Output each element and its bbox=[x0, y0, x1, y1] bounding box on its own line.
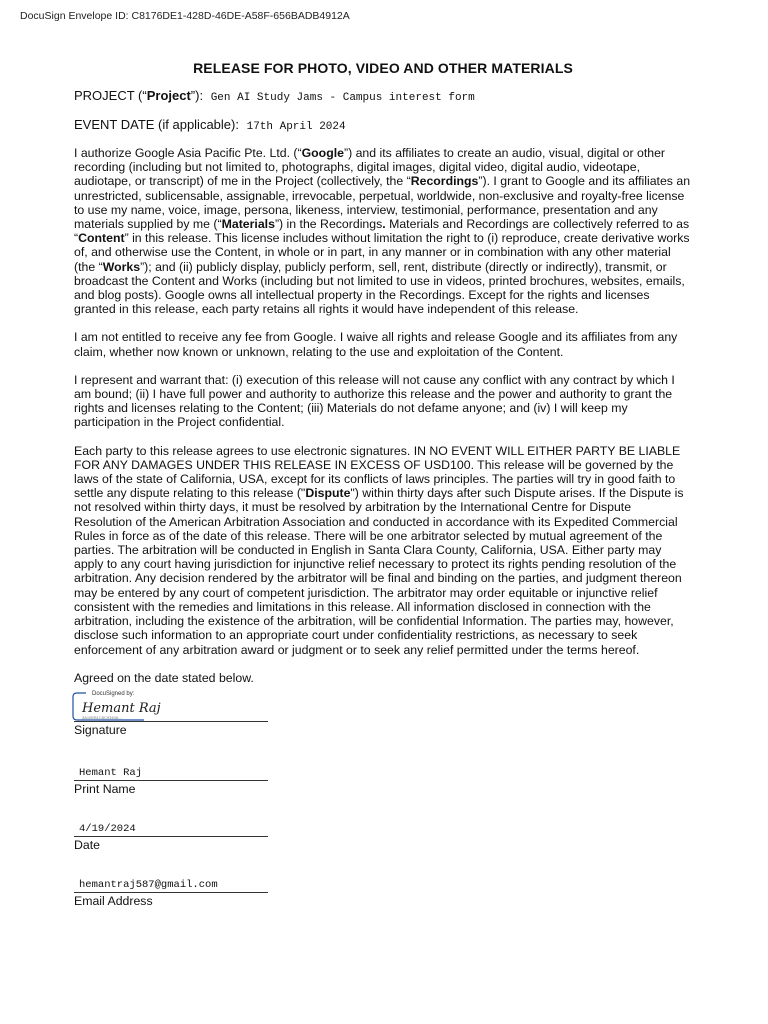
release-document bbox=[74, 58, 692, 908]
p1-works-term: Works bbox=[102, 259, 141, 274]
print-name-line bbox=[74, 780, 268, 781]
project-label-bold: Project bbox=[146, 88, 191, 103]
p1-text-i: Materials and Recordings are collectively referred to as “ bbox=[74, 217, 690, 246]
p4-text-a: Each party to this release agrees to use electronic signatures. IN NO EVENT WILL EITHER PARTY BE LIABLE FOR ANY DAMAGES UNDER THIS RELEASE IN EXCESS OF USD100. This release will be governed by the laws of the state of California, USA, except for its conflicts of laws principles. The parties will try in good faith to settle any dispute relating to this release (" bbox=[74, 443, 681, 501]
paragraph-license bbox=[74, 146, 692, 316]
date-label: Date bbox=[74, 837, 100, 852]
email-label: Email Address bbox=[74, 893, 153, 908]
project-label-pre: PROJECT (“ bbox=[74, 88, 147, 103]
docusign-id: 3A10EB1C8C9340A... bbox=[82, 714, 122, 720]
signature-image: Hemant Raj bbox=[82, 700, 161, 716]
p1-period: . bbox=[382, 217, 386, 232]
p1-recordings-term: Recordings bbox=[410, 174, 479, 189]
p1-text-m: ”); and (ii) publicly display, publicly perform, sell, rent, distribute (directly or indirectly), transmit, or broadcast the Content and Works (including but not limited to use in videos, printed brochures, websites, emails, and blog posts). Google owns all intellectual property in the Recordings. Except for the rights and licenses granted in this release, each party retains all rights it would have independent of this release. bbox=[74, 259, 685, 317]
project-value: Gen AI Study Jams - Campus interest form bbox=[210, 92, 475, 104]
email-value: hemantraj587@gmail.com bbox=[79, 878, 218, 891]
event-date-value: 17th April 2024 bbox=[246, 121, 346, 133]
print-name-label: Print Name bbox=[74, 781, 136, 796]
docusigned-by-label: DocuSigned by: bbox=[92, 690, 135, 697]
print-name-block bbox=[74, 767, 268, 796]
p1-text-k: ” in this release. This license includes without limitation the right to (i) reproduce, create derivative works of, and otherwise use the Content, in whole or in part, in any manner or in combination with any other material (the “ bbox=[74, 231, 690, 274]
p1-google-term: Google bbox=[301, 146, 344, 160]
signature-label: Signature bbox=[74, 722, 127, 737]
p1-content-term: Content bbox=[78, 231, 125, 246]
project-label-post: ”): bbox=[190, 88, 204, 103]
email-line bbox=[74, 892, 268, 893]
p1-text-a: I authorize Google Asia Pacific Pte. Ltd. (“ bbox=[74, 146, 302, 160]
p1-text-c: ”) and its affiliates to create an audio, visual, digital or other recording (including but not limited to, photographs, digital images, digital video, digital audio, videotape, audiotape, or transcript) of me in the Project (collectively, the “ bbox=[74, 146, 666, 189]
print-name-value: Hemant Raj bbox=[79, 766, 143, 779]
envelope-id: DocuSign Envelope ID: C8176DE1-428D-46DE-A58F-656BADB4912A bbox=[20, 10, 350, 22]
docusign-signature-box bbox=[72, 691, 222, 721]
p1-materials-term: Materials bbox=[221, 217, 275, 232]
paragraph-warranty: I represent and warrant that: (i) execution of this release will not cause any conflict with any contract by which I am bound; (ii) I have full power and authority to authorize this release and the power and authority to grant the rights and licenses relating to the Content; (iii) Materials do not defame anyone; and (iv) I will keep my participation in the Project confidential. bbox=[74, 372, 675, 430]
paragraph-dispute bbox=[74, 444, 692, 657]
p4-text-c: ") within thirty days after such Dispute arises. If the Dispute is not resolved within thirty days, it must be resolved by arbitration by the International Centre for Dispute Resolution of the American Arbitration Association and conducted in accordance with its Expedited Commercial Rules in force as of the date of this release. There will be one arbitrator selected by mutual agreement of the parties. The arbitration will be conducted in English in Santa Clara County, California, USA. Either party may apply to any court having jurisdiction for injunctive relief necessary to protect its rights pending resolution of the arbitration. Any decision rendered by the arbitrator will be final and binding on the parties, and judgment thereon may be entered by any court of competent jurisdiction. The arbitrator may order equitable or injunctive relief consistent with the remedies and limitations in this release. All information disclosed in connection with the arbitration, including the existence of the arbitration, will be confidential Information. The parties may, however, disclose such information to an appropriate court under confidentiality restrictions, as necessary to seek enforcement of any arbitration award or judgment or to seek any relief permitted under the terms hereof. bbox=[74, 486, 684, 657]
email-block bbox=[74, 879, 268, 908]
p4-dispute-term: Dispute bbox=[305, 486, 351, 501]
p1-text-g: ”) in the Recordings bbox=[274, 217, 383, 232]
project-row bbox=[74, 88, 692, 106]
event-date-label: EVENT DATE (if applicable): bbox=[74, 117, 239, 132]
date-block bbox=[74, 823, 268, 852]
p1-text-e: ”). I grant to Google and its affiliates an unrestricted, sublicensable, assignable, irrevocable, perpetual, worldwide, non-exclusive and royalty-free license to use my name, voice, image, persona, likeness, interview, testimonial, performance, presentation and any materials supplied by me (“ bbox=[74, 174, 691, 232]
paragraph-fee-waiver: I am not entitled to receive any fee from Google. I waive all rights and release Google and its affiliates from any claim, whether now known or unknown, relating to the use and exploitation of the Content. bbox=[74, 330, 678, 359]
date-value: 4/19/2024 bbox=[79, 822, 136, 835]
document-title: RELEASE FOR PHOTO, VIDEO AND OTHER MATERIALS bbox=[193, 60, 573, 76]
event-date-row bbox=[74, 117, 692, 135]
date-line bbox=[74, 836, 268, 837]
signature-block bbox=[74, 691, 268, 737]
agreed-statement: Agreed on the date stated below. bbox=[74, 670, 254, 685]
